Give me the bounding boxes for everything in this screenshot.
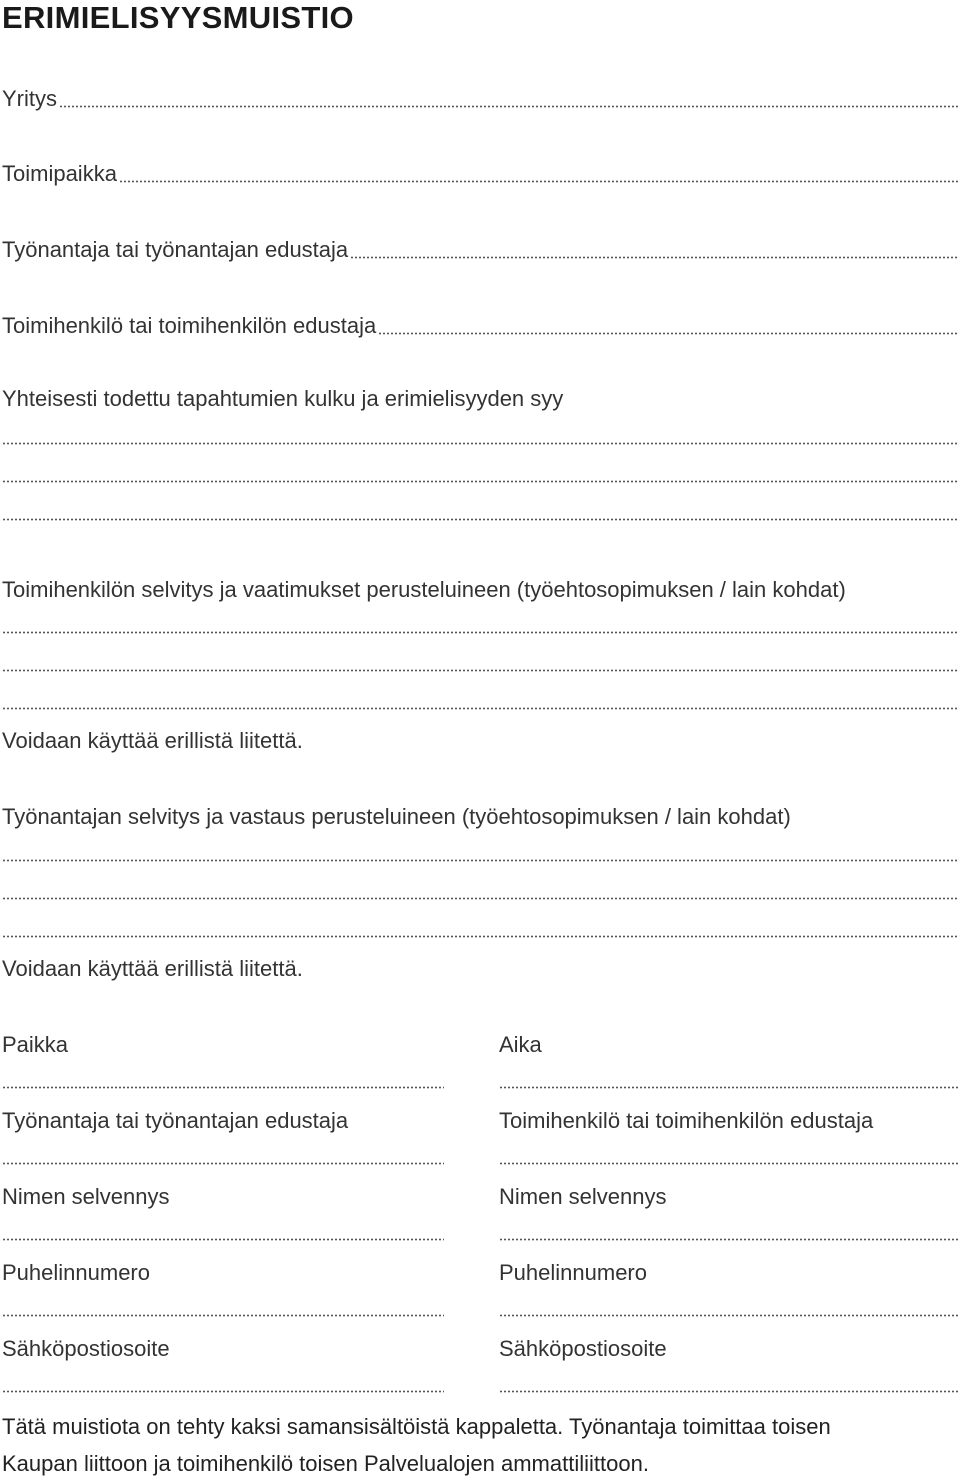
employer-sign-label: Työnantaja tai työnantajan edustaja	[2, 1108, 349, 1133]
company-label: Yritys	[2, 86, 57, 111]
section-2-heading: Toimihenkilön selvitys ja vaatimukset perusteluineen (työehtosopimuksen / lain kohdat)	[2, 577, 846, 602]
employer-email-line[interactable]	[2, 1390, 444, 1393]
location-field[interactable]	[2, 157, 958, 187]
employee-sign-line[interactable]	[499, 1162, 958, 1165]
employer-name-label: Nimen selvennys	[2, 1184, 170, 1209]
section-1-heading: Yhteisesti todettu tapahtumien kulku ja erimielisyyden syy	[2, 386, 564, 411]
employee-field[interactable]	[2, 309, 958, 339]
footer-note	[2, 1408, 952, 1482]
employee-email-line[interactable]	[499, 1390, 958, 1393]
section-3-line-2[interactable]	[2, 897, 958, 900]
employer-field[interactable]	[2, 233, 958, 263]
location-dotted-line	[119, 180, 958, 183]
employee-label: Toimihenkilö tai toimihenkilön edustaja	[2, 313, 377, 338]
date-label: Aika	[499, 1032, 542, 1057]
place-line[interactable]	[2, 1086, 444, 1089]
date-line[interactable]	[499, 1086, 958, 1089]
section-3-heading: Työnantajan selvitys ja vastaus perusteluineen (työehtosopimuksen / lain kohdat)	[2, 804, 791, 829]
employee-name-label: Nimen selvennys	[499, 1184, 667, 1209]
employee-name-line[interactable]	[499, 1238, 958, 1241]
employee-phone-line[interactable]	[499, 1314, 958, 1317]
employer-name-line[interactable]	[2, 1238, 444, 1241]
location-label: Toimipaikka	[2, 161, 117, 186]
section-3-note: Voidaan käyttää erillistä liitettä.	[2, 956, 303, 981]
section-2-note: Voidaan käyttää erillistä liitettä.	[2, 728, 303, 753]
company-field[interactable]	[2, 82, 958, 112]
section-2-line-3[interactable]	[2, 707, 958, 710]
section-1-line-3[interactable]	[2, 518, 958, 521]
section-2-line-1[interactable]	[2, 631, 958, 634]
place-label: Paikka	[2, 1032, 69, 1057]
employer-sign-line[interactable]	[2, 1162, 444, 1165]
footer-line-2: Kaupan liittoon ja toimihenkilö toisen Palvelualojen ammattiliittoon.	[2, 1451, 649, 1476]
section-1-line-1[interactable]	[2, 442, 958, 445]
section-3-line-3[interactable]	[2, 935, 958, 938]
employee-email-label: Sähköpostiosoite	[499, 1336, 667, 1361]
company-dotted-line	[59, 105, 958, 108]
document-title: ERIMIELISYYSMUISTIO	[2, 0, 354, 35]
section-2-line-2[interactable]	[2, 669, 958, 672]
section-3-line-1[interactable]	[2, 859, 958, 862]
employee-dotted-line	[378, 332, 958, 335]
employer-phone-label: Puhelinnumero	[2, 1260, 150, 1285]
employer-dotted-line	[350, 256, 958, 259]
section-1-line-2[interactable]	[2, 480, 958, 483]
employer-label: Työnantaja tai työnantajan edustaja	[2, 237, 349, 262]
employer-email-label: Sähköpostiosoite	[2, 1336, 170, 1361]
employer-phone-line[interactable]	[2, 1314, 444, 1317]
footer-line-1: Tätä muistiota on tehty kaksi samansisältöistä kappaletta. Työnantaja toimittaa toisen	[2, 1414, 831, 1439]
employee-phone-label: Puhelinnumero	[499, 1260, 647, 1285]
employee-sign-label: Toimihenkilö tai toimihenkilön edustaja	[499, 1108, 874, 1133]
